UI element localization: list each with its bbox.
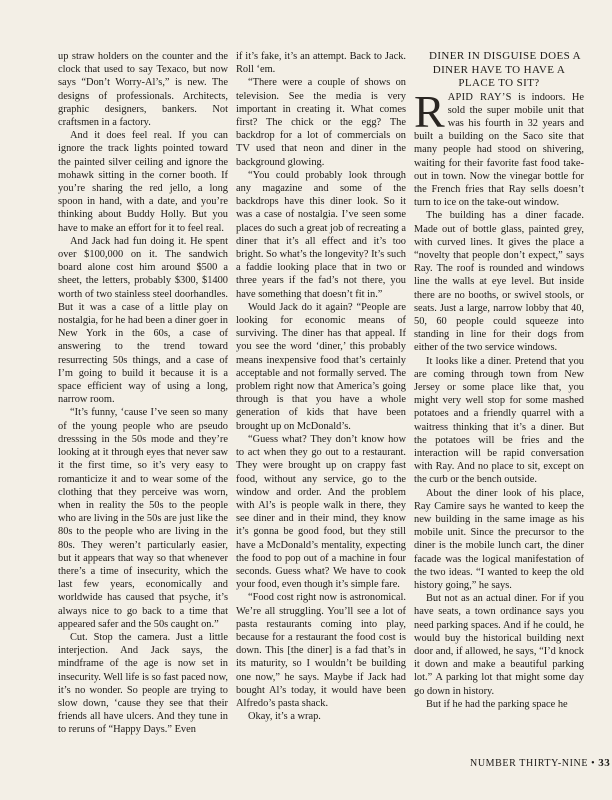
paragraph: “Food cost right now is astronomical. We’re all struggling. You’ll see a lot of pasta restaurants coming into play, because for a restaurant the food cost is down. This [the diner] is a fad that’s in its maturity, so I wouldn’t be building one now,” he says. Maybe if Jack had bought Al’s today, it would have been Alfredo’s pasta shack. bbox=[236, 592, 406, 709]
page-footer bbox=[470, 757, 610, 769]
lead-text: is indoors. He sold the super mobile unit that was his fourth in 32 years and built a building on the Saco site that many people had stood on shivering, waiting for their favorite fast food take-out in town. Now the vinegar bottle for the French fries that Ray sells doesn’t turn to ice on the take-out window. bbox=[414, 91, 584, 209]
bullet-separator: • bbox=[591, 758, 596, 769]
paragraph: Cut. Stop the camera. Just a little interjection. And Jack says, the mindframe of the age is now set in insecurity. Well life is so fast paced now, it’s no wonder. So people are trying to slow down, ‘cause they see that their friends all have ulcers. And they tune in to reruns of “Happy Days.” Even bbox=[58, 631, 228, 736]
paragraph: But if he had the parking space he bbox=[426, 698, 568, 710]
paragraph: But not as an actual diner. For if you have seats, a town ordinance says you need parking spaces. And if he could, he would buy the historical building next door and, if allowed, he says, “I’d knock it down and make a beautiful parking lot.” A parking lot that might some day go down in history. bbox=[414, 593, 584, 697]
paragraph: if it’s fake, it’s an attempt. Back to Jack. Roll ‘em. bbox=[236, 51, 406, 76]
column-2 bbox=[236, 50, 406, 723]
paragraph: “There were a couple of shows on television. See the media is very important in creating it. What comes first? The chick or the egg? The backdrop for a lot of commercials on TV used that neon and diner in the background glowing. bbox=[236, 77, 406, 168]
paragraph: Would Jack do it again? “People are looking for economic means of surviving. The diner has that appeal. If you see the word ‘diner,’ this probably means inexpensive food that’s certainly acceptable and not formally served. The problem right now that America’s going through is that you have a whole generation of kids that have been brought up on McDonald’s. bbox=[236, 301, 406, 432]
paragraph: And Jack had fun doing it. He spent over $100,000 on it. The sandwich board alone cost him around $500 a sheet, the letters, probably $300, $1400 worth of two stainless steel doorhandles. But it was a case of a little play on nostalgia, for he had been a diner goer in New York in the 60s, a case of answering to the trend toward resurrecting 50s things, and a case of I’m going to build it because it is a space efficient way of using a long, narrow room. bbox=[58, 235, 228, 406]
lead-caps: APID RAY’S bbox=[447, 91, 512, 103]
column-1 bbox=[58, 50, 228, 737]
paragraph: About the diner look of his place, Ray Camire says he wanted to keep the new building in the same image as his mobile unit. Since the precursor to the diner is the mobile lunch cart, the diner facade was the logical manifestation of the two ideas. “I wanted to keep the old history going,” he says. bbox=[414, 487, 584, 592]
column-3 bbox=[414, 50, 584, 711]
drop-cap: R bbox=[414, 85, 445, 137]
paragraph: Okay, it’s a wrap. bbox=[248, 711, 321, 723]
paragraph: The building has a diner facade. Made out of bottle glass, painted grey, with curved lines. It gives the place a “novelty that people don’t expect,” says Ray. The roof is rounded and windows line the walls at eye level. But inside there are no booths, or swivel stools, or seats. Just a large, narrow lobby that 40, 50, 60 people could squeeze into standing in line for their dogs from either of the two service windows. bbox=[414, 210, 584, 354]
paragraph: It looks like a diner. Pretend that you are coming through town from New Jersey or some place like that, you might very well stop for some mashed potatoes and a friendly quarrel with a waitress thinking that it’s a diner. But the potatoes will be fries and the interaction will be rapid conversation with Ray. And no place to sit, except on the curb or the bench outside. bbox=[414, 355, 584, 486]
paragraph: And it does feel real. If you can ignore the track lights pointed toward the painted silver ceiling and ignore the mohawk sitting in the corner booth. If you’re sharing the red jello, a long spoon in hand, with a date, and you’re thinking about Buddy Holly. But you have to make an effort for it to feel real. bbox=[58, 130, 228, 234]
footer-label: NUMBER THIRTY-NINE bbox=[470, 758, 589, 769]
lead-paragraph bbox=[414, 85, 584, 210]
paragraph: “It’s funny, ‘cause I’ve seen so many of the young people who are pseudo dresssing in the 50s mode and they’re looking at it through eyes that never saw it the first time, so it’s very easy to romanticize it and to wear some of the clothing that they perceive was worn, when in reality the 50s to the people who are living in the 50s are just like the 80s to the people who are living in the 80s. They weren’t particularly easier, but it appears that way so that whenever there’s a time of insecurity, which the last few years, economically and worldwide has caused that psyche, it’s always nice to go back to a time that appeared safer and the 50s caught on.” bbox=[58, 407, 228, 630]
paragraph: “Guess what? They don’t know how to act when they go out to a restaurant. They were brought up on crappy fast food, without any service, go to the window and order. And the problem with Al’s is people walk in there, they see diner and in their mind, they know it’s gonna be good food, but they still have a McDonald’s mentality, expecting the food to pop out of a machine in four seconds. Guess what? We have to cook your food, even though it’s simple fare. bbox=[236, 433, 406, 591]
page-number: 33 bbox=[598, 757, 611, 769]
paragraph: “You could probably look through any magazine and some of the backdrops have this diner look. So it was a case of nostalgia. I’ve seen some places do such a great job of recreating a diner that it’s all effect and it’s too bright. So what’s the longevity? It’s such a faddie looking place that in two or three years if the fad’s not there, you have something that doesn’t fit in.” bbox=[236, 169, 406, 300]
paragraph: up straw holders on the counter and the clock that used to say Texaco, but now says “Don’t Worry-Al’s,” is new. The designs of professionals. Architects, graphic designers, bankers. Not craftsmen in a factory. bbox=[58, 51, 228, 129]
section-headline: DINER IN DISGUISE DOES A DINER HAVE TO HAVE A PLACE TO SIT? bbox=[429, 50, 581, 89]
